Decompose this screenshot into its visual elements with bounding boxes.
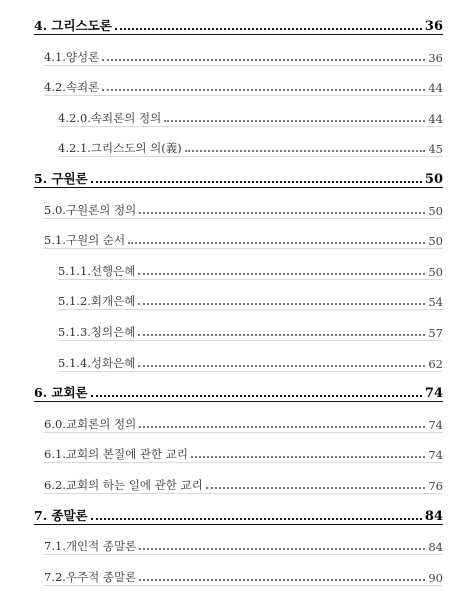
toc-entry-page: 36: [424, 19, 443, 34]
toc-entry-title: 4. 그리스도론: [34, 18, 112, 33]
toc-entry-title: 4.1.양성론: [44, 49, 100, 64]
dot-leader: [139, 548, 425, 550]
toc-entry-title: 5.1.3.칭의은혜: [58, 325, 136, 339]
toc-entry-page: 54: [428, 295, 443, 310]
toc-row-7[interactable]: [44, 224, 443, 249]
toc-entry-page: 44: [428, 81, 443, 96]
dot-leader: [206, 487, 426, 489]
toc-entry-title: 7.2.우주적 종말론: [44, 569, 137, 584]
toc-entry-title: 5.1.4.성화은혜: [58, 355, 136, 370]
dot-leader: [138, 303, 425, 305]
toc-entry-page: 44: [428, 111, 443, 126]
toc-entry-page: 45: [428, 142, 443, 157]
toc-entry-title: 5.1.구원의 순서: [44, 233, 126, 248]
dot-leader: [139, 212, 425, 214]
toc-row-15[interactable]: [44, 469, 443, 494]
dot-leader: [102, 59, 425, 61]
toc-entry-title: 7.1.개인적 종말론: [44, 539, 137, 554]
toc-entry-page: 74: [424, 386, 443, 402]
toc-entry-page: 50: [428, 234, 443, 249]
toc-entry-title: 7. 종말론: [34, 507, 88, 523]
toc-entry-title: 4.2.0.속죄론의 정의: [58, 110, 162, 125]
toc-row-5[interactable]: [34, 163, 443, 188]
toc-entry-title: 4.2.속죄론: [44, 80, 100, 95]
toc-row-3[interactable]: [58, 102, 443, 127]
toc-entry-page: 90: [428, 570, 443, 585]
toc-entry-page: 57: [428, 326, 443, 340]
toc-row-2[interactable]: [44, 71, 443, 96]
toc-row-13[interactable]: [44, 408, 443, 433]
toc-row-8[interactable]: [58, 255, 443, 280]
toc-entry-page: 50: [428, 264, 443, 279]
dot-leader: [128, 242, 425, 244]
toc-row-14[interactable]: [44, 438, 443, 463]
toc-entry-page: 84: [424, 508, 443, 524]
toc-row-0[interactable]: [34, 10, 443, 35]
dot-leader: [191, 456, 425, 458]
toc-row-11[interactable]: [58, 347, 443, 372]
toc-entry-title: 4.2.1.그리스도의 의(義): [58, 141, 182, 156]
toc-row-10[interactable]: [58, 316, 443, 341]
dot-leader: [91, 518, 422, 520]
dot-leader: [115, 28, 422, 30]
toc-entry-title: 5.1.2.회개은혜: [58, 294, 136, 309]
dot-leader: [91, 181, 422, 183]
toc-entry-page: 76: [428, 479, 443, 493]
dot-leader: [138, 365, 425, 367]
dot-leader: [91, 395, 422, 397]
toc-entry-title: 5.0.구원론의 정의: [44, 202, 137, 217]
toc-entry-page: 74: [428, 448, 443, 463]
toc-entry-title: 6.2.교회의 하는 일에 관한 교리: [44, 478, 203, 492]
toc-row-18[interactable]: [44, 561, 443, 586]
toc-entry-page: 50: [428, 203, 443, 218]
toc-row-9[interactable]: [58, 285, 443, 310]
dot-leader: [102, 89, 425, 91]
toc-entry-title: 6.1.교회의 본질에 관한 교리: [44, 447, 188, 462]
toc-row-1[interactable]: [44, 41, 443, 66]
toc-entry-page: 62: [428, 356, 443, 371]
dot-leader: [164, 120, 425, 122]
toc-row-17[interactable]: [44, 530, 443, 555]
toc-row-12[interactable]: [34, 377, 443, 402]
dot-leader: [138, 273, 425, 275]
dot-leader: [139, 579, 425, 581]
toc-entry-title: 5.1.1.선행은혜: [58, 263, 136, 278]
dot-leader: [138, 334, 425, 336]
toc-row-6[interactable]: [44, 194, 443, 219]
dot-leader: [185, 150, 426, 152]
toc-entry-page: 36: [428, 50, 443, 65]
toc-entry-title: 5. 구원론: [34, 171, 88, 186]
toc-entry-page: 74: [428, 417, 443, 432]
toc-entry-page: 84: [428, 540, 443, 555]
dot-leader: [139, 426, 425, 428]
toc-entry-title: 6. 교회론: [34, 385, 88, 401]
toc-row-4[interactable]: [58, 132, 443, 157]
toc-entry-title: 6.0.교회론의 정의: [44, 416, 137, 431]
toc-entry-page: 50: [424, 172, 443, 187]
toc-row-16[interactable]: [34, 500, 443, 525]
